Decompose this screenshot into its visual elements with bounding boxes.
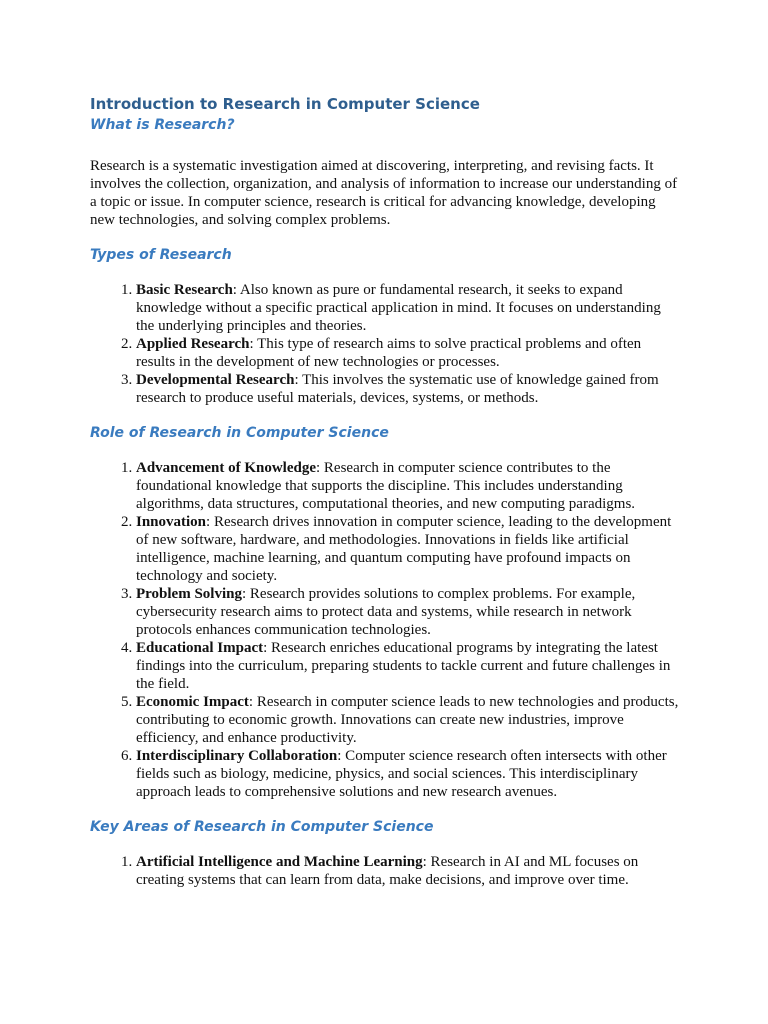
list-item-term: Educational Impact: [136, 640, 264, 656]
list-item-term: Interdisciplinary Collaboration: [136, 748, 338, 764]
role-list: [90, 459, 680, 801]
list-item-desc: : Research in computer science leads to new technologies and products, contributing to economic growth. Innovations can create new industries, improve efficiency, and enhance productivity.: [136, 694, 679, 746]
list-item: [136, 459, 680, 513]
key-areas-list: [90, 853, 680, 889]
list-item-term: Basic Research: [136, 282, 233, 298]
list-item: [136, 281, 680, 335]
list-item-desc: : Research drives innovation in computer science, leading to the development of new software, hardware, and methodologies. Innovations in fields like artificial intelligence, machine learning, and quantum computing have profound impacts on technology and society.: [136, 514, 672, 584]
list-item-desc: : This involves the systematic use of knowledge gained from research to produce useful materials, devices, systems, or methods.: [136, 372, 659, 406]
list-item-desc: : Research provides solutions to complex problems. For example, cybersecurity research aims to protect data and systems, while research in network protocols enhances communication technologies.: [136, 586, 636, 638]
list-item-term: Problem Solving: [136, 586, 242, 602]
list-item: [136, 335, 680, 371]
document-title: Introduction to Research in Computer Science: [90, 95, 480, 113]
list-item-desc: : Also known as pure or fundamental research, it seeks to expand knowledge without a specific practical application in mind. It focuses on understanding the underlying principles and theories.: [136, 282, 661, 334]
list-item-term: Advancement of Knowledge: [136, 460, 316, 476]
document-page: [90, 94, 680, 889]
list-item: [136, 693, 680, 747]
section-heading-key-areas: Key Areas of Research in Computer Science: [90, 819, 434, 835]
section-heading-types: Types of Research: [90, 247, 232, 263]
list-item-desc: : Computer science research often intersects with other fields such as biology, medicine, physics, and social sciences. This interdisciplinary approach leads to comprehensive solutions and new research avenues.: [136, 748, 667, 800]
list-item-desc: : This type of research aims to solve practical problems and often results in the development of new technologies or processes.: [136, 336, 642, 370]
intro-paragraph: Research is a systematic investigation aimed at discovering, interpreting, and revising facts. It involves the collection, organization, and analysis of information to increase our understanding of a topic or issue. In computer science, research is critical for advancing knowledge, developing new technologies, and solving complex problems.: [90, 158, 678, 228]
list-item-term: Innovation: [136, 514, 207, 530]
list-item-desc: : Research in computer science contributes to the foundational knowledge that supports the discipline. This includes understanding algorithms, data structures, computational theories, and new computing paradigms.: [136, 460, 636, 512]
list-item: [136, 513, 680, 585]
list-item-term: Artificial Intelligence and Machine Learning: [136, 854, 423, 870]
section-heading-role: Role of Research in Computer Science: [90, 425, 389, 441]
list-item: [136, 747, 680, 801]
types-list: [90, 281, 680, 407]
list-item-term: Economic Impact: [136, 694, 249, 710]
list-item-desc: : Research enriches educational programs by integrating the latest findings into the curriculum, preparing students to tackle current and future challenges in the field.: [136, 640, 671, 692]
list-item: [136, 585, 680, 639]
list-item: [136, 853, 680, 889]
list-item: [136, 639, 680, 693]
list-item: [136, 371, 680, 407]
section-heading-what-is-research: What is Research?: [90, 117, 235, 133]
list-item-desc: : Research in AI and ML focuses on creating systems that can learn from data, make decisions, and improve over time.: [136, 854, 639, 888]
list-item-term: Applied Research: [136, 336, 250, 352]
list-item-term: Developmental Research: [136, 372, 295, 388]
